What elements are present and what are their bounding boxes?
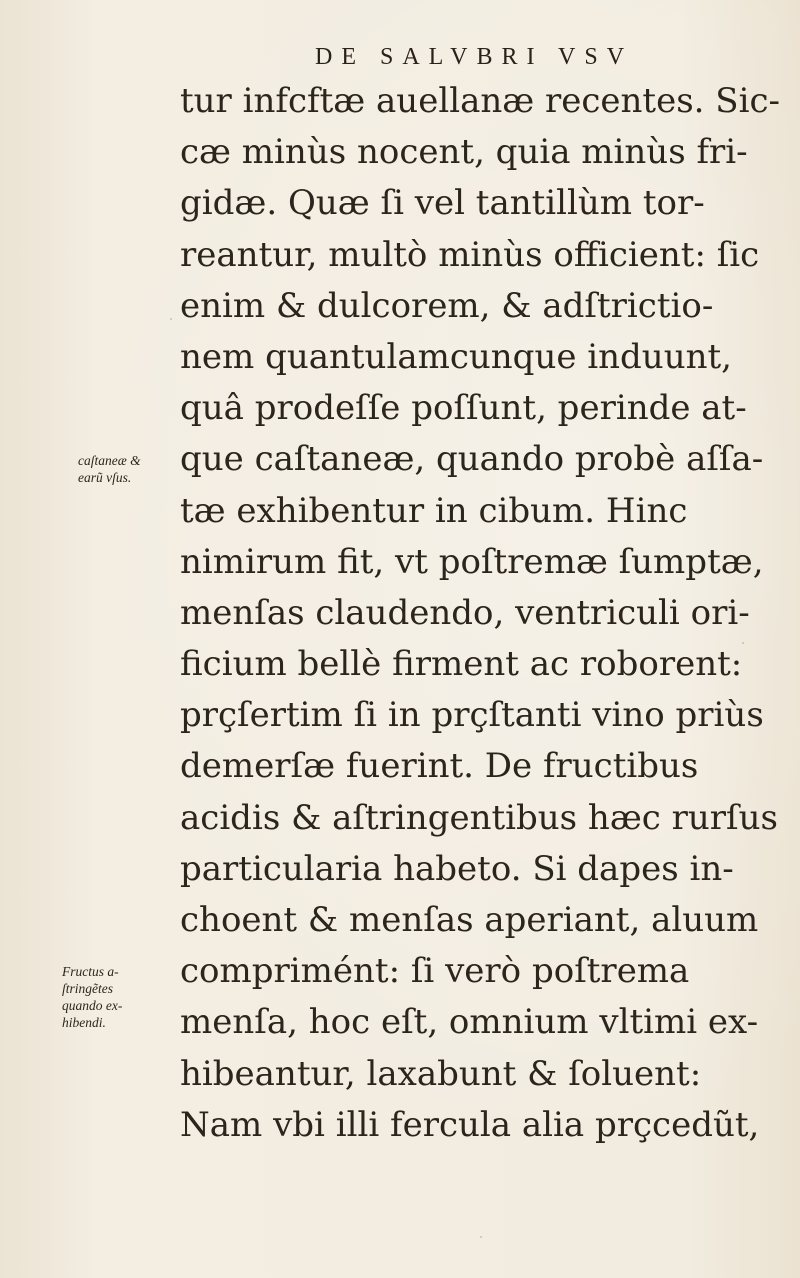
text-line: quâ prodeſſe poſſunt, perinde at-: [180, 388, 747, 429]
text-line: hibeantur, laxabunt & ſoluent:: [180, 1053, 702, 1094]
margin-note-fructus: Fructus a- ſtringẽtes quando ex- hibendi.: [62, 964, 123, 1030]
text-line: choent & menſas aperiant, aluum: [180, 900, 759, 940]
running-head: DE SALVBRI VSV: [315, 44, 634, 70]
text-line: tur infcftæ auellanæ recentes. Sic-: [180, 81, 780, 121]
text-line: nem quantulamcunque induunt,: [180, 336, 732, 377]
text-line: gidæ. Quæ ſi vel tantillùm tor-: [180, 183, 705, 224]
text-line: menſas claudendo, ventriculi ori-: [180, 592, 750, 633]
text-line: reantur, multò minùs officient: ſic: [180, 234, 760, 275]
text-line: nimirum fit, vt poſtremæ ſumptæ,: [180, 541, 764, 582]
paper-speck: [170, 318, 172, 320]
text-line: Nam vbi illi fercula alia prçcedũt,: [180, 1104, 760, 1145]
margin-note-castaneae: caſtaneæ & earũ vſus.: [78, 453, 141, 485]
text-line: menſa, hoc eſt, omnium vltimi ex-: [180, 1002, 759, 1043]
text-line: prçſertim ſi in prçſtanti vino priùs: [180, 695, 764, 736]
text-line: tæ exhibentur in cibum. Hinc: [180, 490, 688, 531]
text-line: que caſtaneæ, quando probè aſſa-: [180, 439, 764, 480]
paper-speck: [480, 1236, 482, 1238]
text-line: ficium bellè firment ac roborent:: [180, 644, 743, 685]
paper-speck: [742, 642, 744, 644]
text-line: particularia habeto. Si dapes in-: [180, 848, 734, 889]
body-text: [180, 76, 780, 1151]
text-line: demerſæ fuerint. De fructibus: [180, 746, 699, 787]
text-line: enim & dulcorem, & adſtrictio-: [180, 285, 714, 326]
text-line: cæ minùs nocent, quia minùs fri-: [180, 132, 748, 173]
text-line: comprimént: ſi verò poſtrema: [180, 951, 690, 992]
text-line: acidis & aſtringentibus hæc rurſus: [180, 797, 778, 838]
